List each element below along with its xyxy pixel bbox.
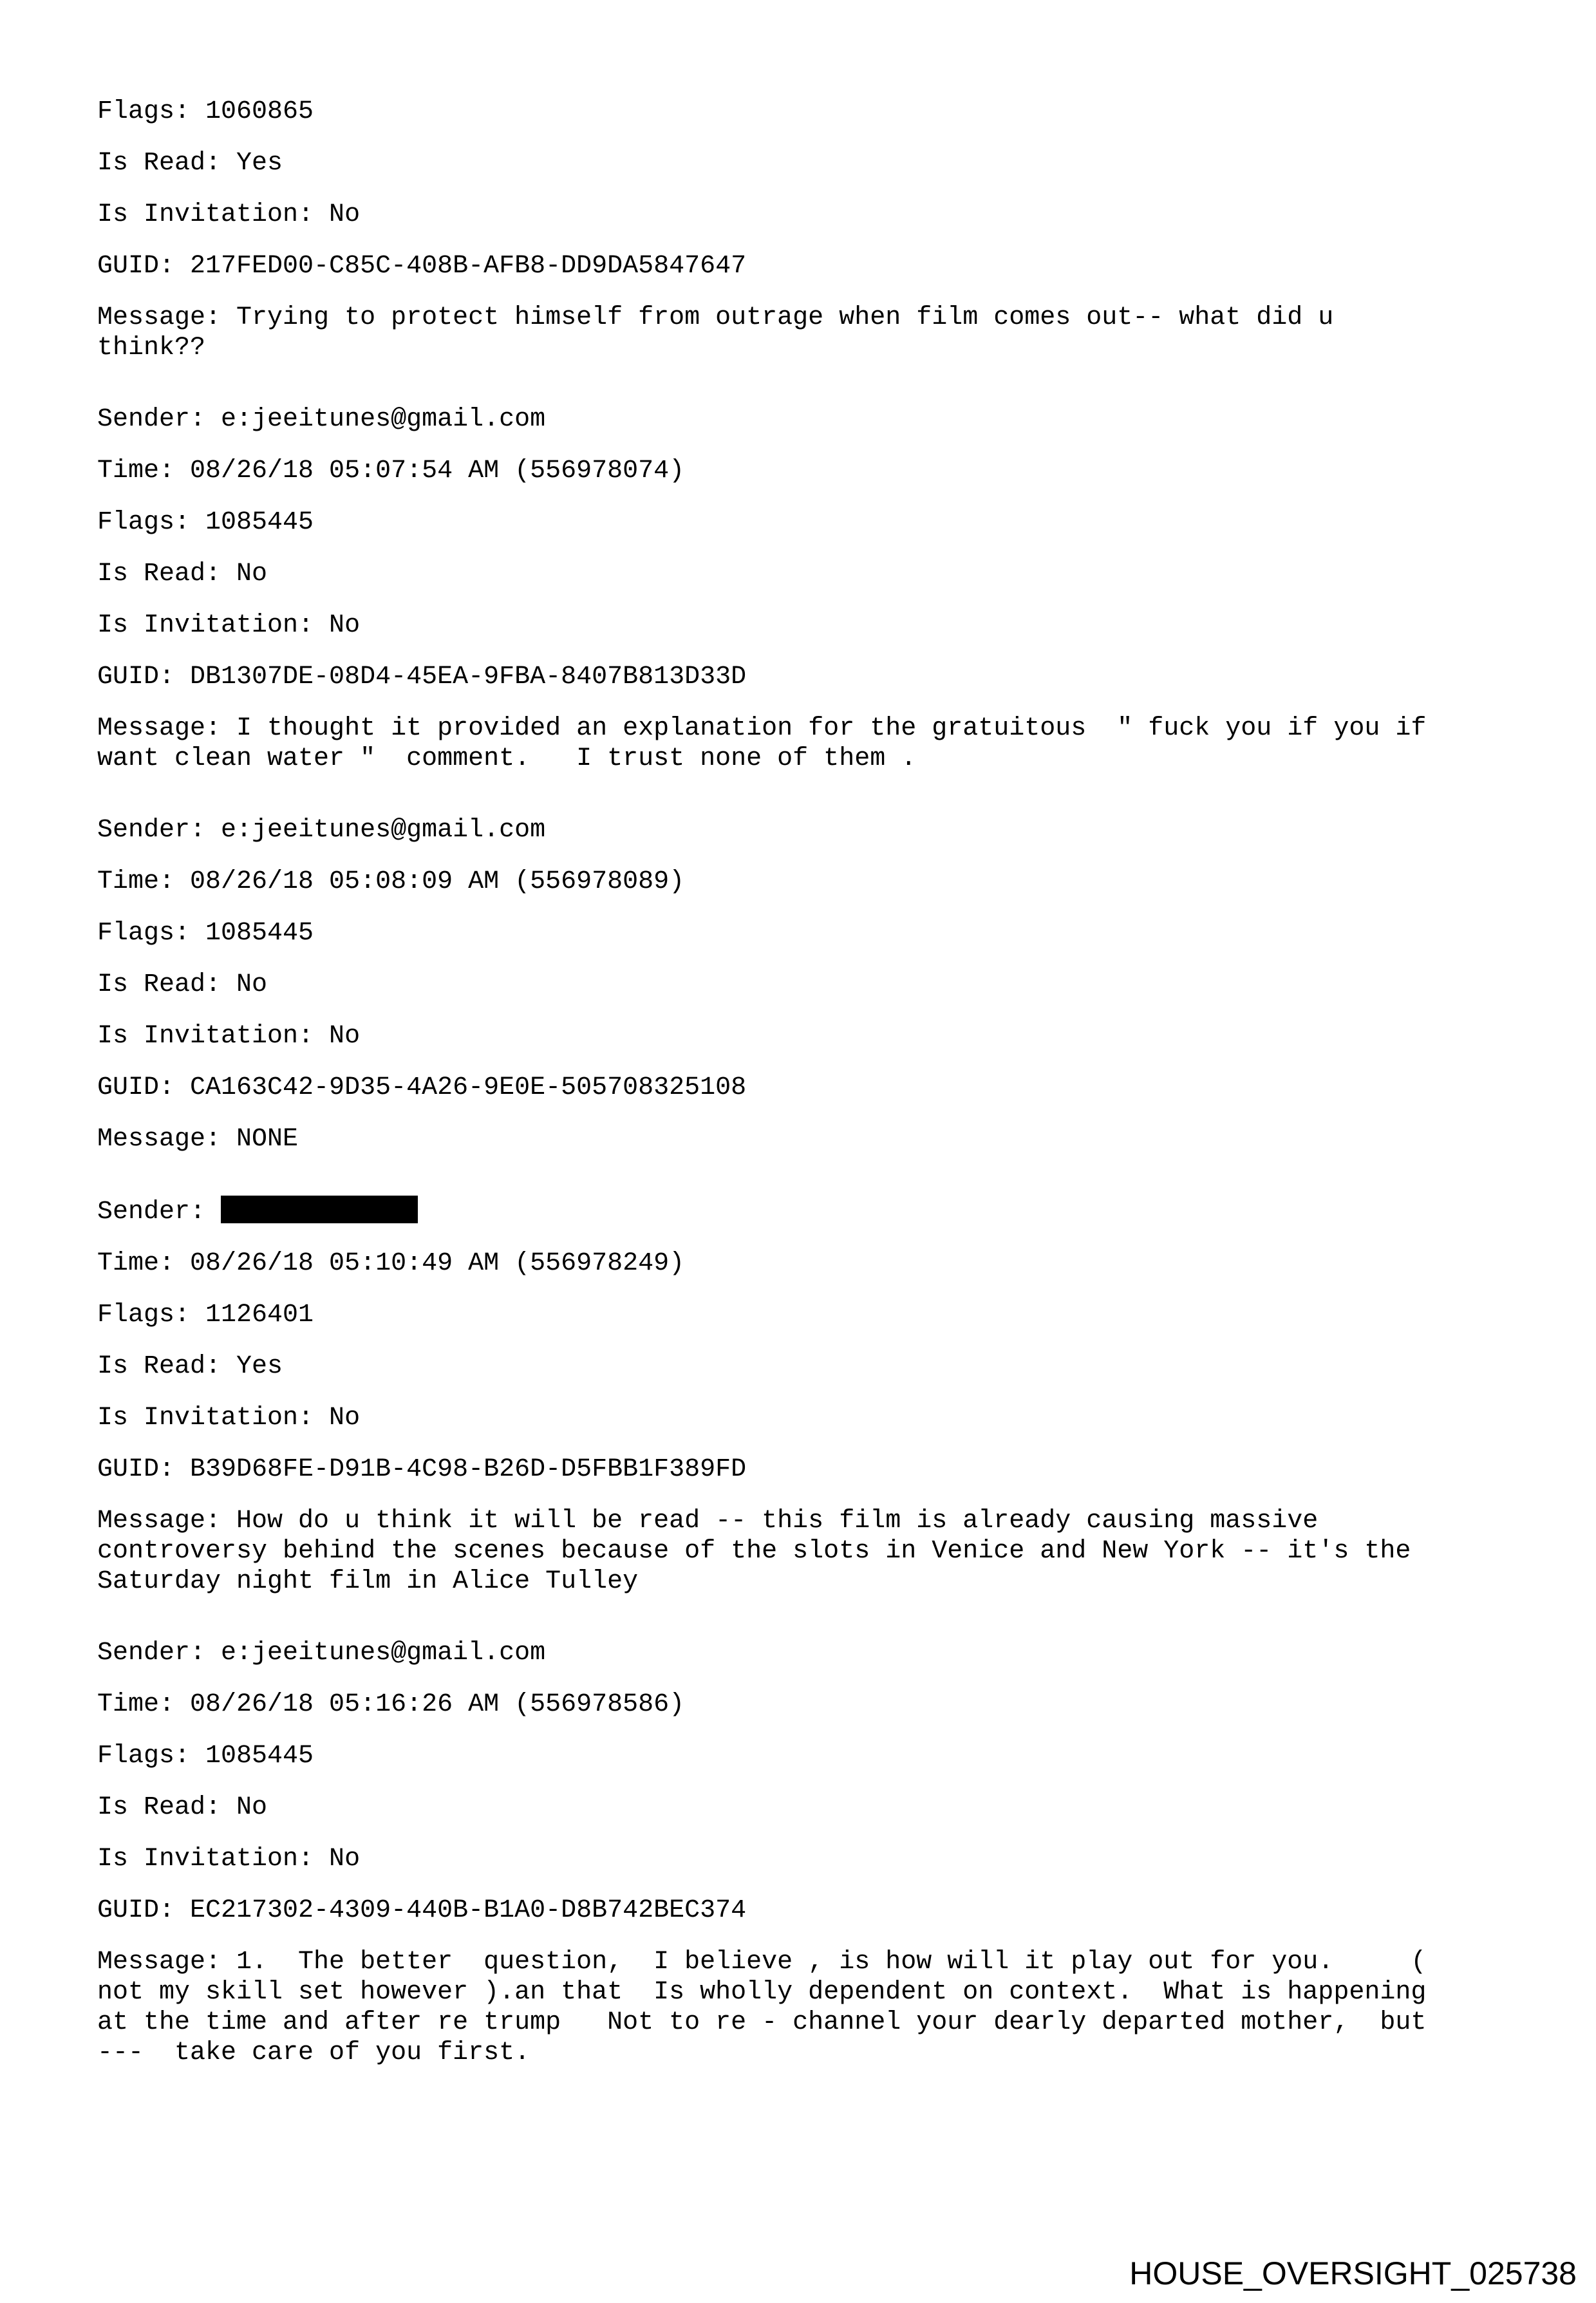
sender-label: Sender: <box>97 1198 221 1227</box>
is-read-field: Is Read: Yes <box>97 149 283 178</box>
sender-field: Sender: e:jeeitunes@gmail.com <box>97 405 546 434</box>
is-invitation-field: Is Invitation: No <box>97 200 361 229</box>
flags-field: Flags: 1126401 <box>97 1301 314 1330</box>
message-line: Message: NONE <box>97 1125 299 1154</box>
guid-field: GUID: DB1307DE-08D4-45EA-9FBA-8407B813D33D <box>97 663 747 691</box>
bates-number: HOUSE_OVERSIGHT_025738 <box>1129 2255 1577 2291</box>
flags-field: Flags: 1085445 <box>97 1742 314 1771</box>
sender-field: Sender: e:jeeitunes@gmail.com <box>97 816 546 845</box>
is-invitation-field: Is Invitation: No <box>97 611 361 640</box>
is-invitation-field: Is Invitation: No <box>97 1022 361 1051</box>
message-line: controversy behind the scenes because of the slots in Venice and New York -- it's the <box>97 1537 1411 1566</box>
time-field: Time: 08/26/18 05:16:26 AM (556978586) <box>97 1690 685 1719</box>
sender-field <box>97 1196 1501 1227</box>
flags-field: Flags: 1085445 <box>97 508 314 537</box>
message-record <box>97 97 1501 363</box>
message-line: want clean water " comment. I trust none of them . <box>97 744 917 773</box>
guid-field: GUID: EC217302-4309-440B-B1A0-D8B742BEC374 <box>97 1896 747 1925</box>
message-field <box>97 1947 1501 2068</box>
is-read-field: Is Read: No <box>97 559 268 588</box>
message-line: Message: I thought it provided an explanation for the gratuitous " fuck you if you if <box>97 714 1427 743</box>
time-field: Time: 08/26/18 05:10:49 AM (556978249) <box>97 1249 685 1278</box>
time-field: Time: 08/26/18 05:08:09 AM (556978089) <box>97 867 685 896</box>
is-read-field: Is Read: No <box>97 1793 268 1822</box>
is-read-field: Is Read: No <box>97 970 268 999</box>
message-record <box>97 815 1501 1154</box>
redaction-box <box>221 1196 418 1223</box>
message-line: at the time and after re trump Not to re - channel your dearly departed mother, but <box>97 2008 1427 2037</box>
flags-field: Flags: 1060865 <box>97 97 314 126</box>
is-invitation-field: Is Invitation: No <box>97 1845 361 1874</box>
message-record <box>97 1638 1501 2068</box>
message-line: Message: How do u think it will be read -- this film is already causing massive <box>97 1507 1319 1536</box>
is-read-field: Is Read: Yes <box>97 1352 283 1381</box>
message-line: Saturday night film in Alice Tulley <box>97 1567 639 1596</box>
message-field <box>97 1124 1501 1154</box>
message-line: not my skill set however ).an that Is wholly dependent on context. What is happening <box>97 1978 1427 2007</box>
message-record <box>97 1196 1501 1597</box>
message-line: Message: 1. The better question, I believe , is how will it play out for you. ( <box>97 1948 1427 1977</box>
message-field <box>97 713 1501 774</box>
guid-field: GUID: 217FED00-C85C-408B-AFB8-DD9DA5847647 <box>97 252 747 281</box>
message-line: think?? <box>97 334 206 362</box>
guid-field: GUID: CA163C42-9D35-4A26-9E0E-505708325108 <box>97 1073 747 1102</box>
sender-field: Sender: e:jeeitunes@gmail.com <box>97 1639 546 1668</box>
time-field: Time: 08/26/18 05:07:54 AM (556978074) <box>97 456 685 485</box>
flags-field: Flags: 1085445 <box>97 919 314 948</box>
message-record <box>97 404 1501 774</box>
guid-field: GUID: B39D68FE-D91B-4C98-B26D-D5FBB1F389FD <box>97 1455 747 1484</box>
document-body <box>97 97 1501 2109</box>
message-field <box>97 303 1501 363</box>
message-line: --- take care of you first. <box>97 2038 530 2067</box>
is-invitation-field: Is Invitation: No <box>97 1404 361 1433</box>
message-field <box>97 1506 1501 1597</box>
message-line: Message: Trying to protect himself from outrage when film comes out-- what did u <box>97 303 1334 332</box>
